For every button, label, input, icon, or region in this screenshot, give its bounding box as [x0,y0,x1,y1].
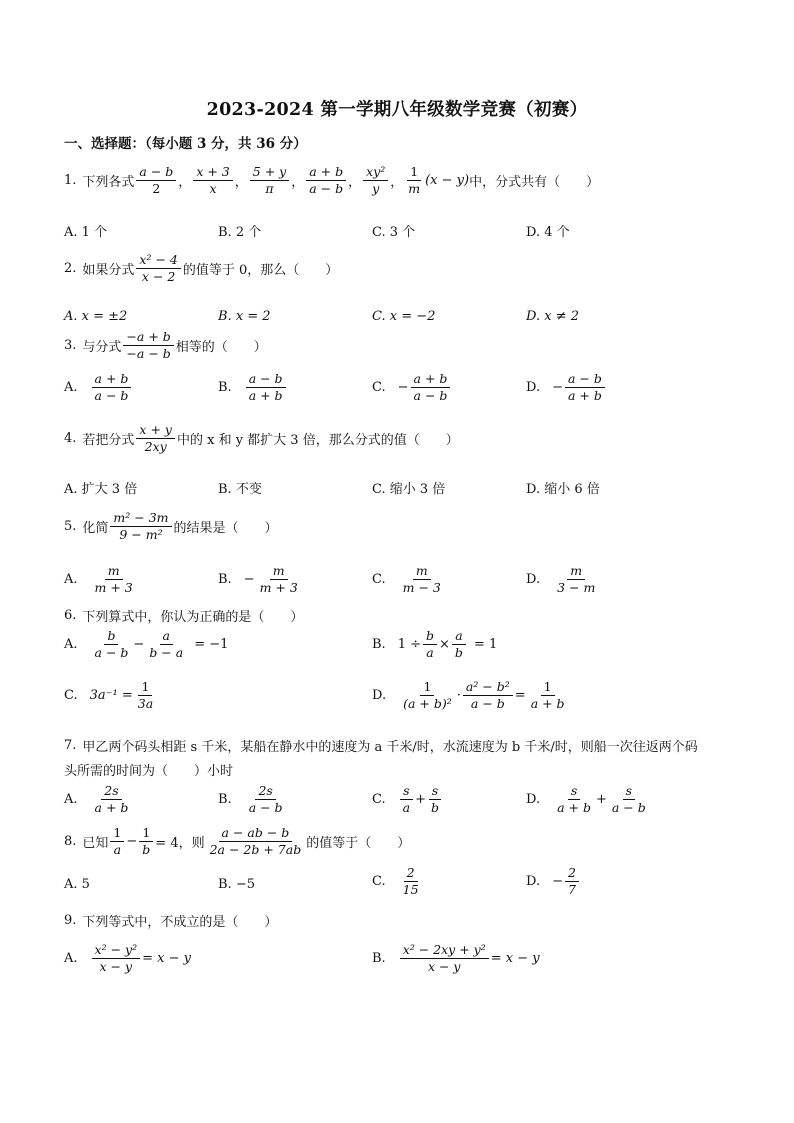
question-text: 的值等于（ ） [306,836,411,852]
denominator: x [209,181,217,197]
denominator: 7 [568,882,576,898]
denominator: a − b [309,181,344,197]
fraction [135,680,156,712]
fraction [363,165,388,197]
denominator: −a − b [126,346,171,362]
question-text: 与分式 [82,340,122,356]
math-token: + [595,792,607,808]
math-token: = x − y [142,951,191,967]
numerator: a [160,629,173,645]
denominator: 3a [137,696,154,712]
denominator: a + b [557,800,591,816]
denominator: x − y [427,959,461,975]
question-text: 中，分式共有（ ） [469,175,600,191]
question-8 [64,826,410,858]
denominator: b [430,800,439,816]
denominator: m − 3 [402,580,441,596]
math-token: − [243,572,255,588]
option-b [218,564,303,596]
option-d [372,680,570,712]
math-token: D. [526,792,541,808]
denominator: b [454,645,463,661]
math-token: B. [372,951,386,967]
denominator: m + 3 [259,580,298,596]
numerator: m [270,564,288,580]
math-token: B. [218,572,232,588]
fraction [92,784,132,816]
fraction [136,423,175,455]
option-b [372,629,497,661]
fraction [246,784,286,816]
question-number: 3. [64,338,77,354]
question-3 [64,330,267,362]
option-d [526,784,651,816]
option-b [218,372,288,404]
numerator: x² − y² [92,943,141,959]
numerator: x² − 2xy + y² [400,943,489,959]
fraction [306,165,346,197]
option-a [64,629,228,661]
question-text: 甲乙两个码头相距 s 千米，某船在静水中的速度为 a 千米/时，水流速度为 b 千米/时，则船一次往返两个码 [82,740,698,755]
denominator: m + 3 [94,580,133,596]
option-c [64,680,158,712]
fraction [257,564,301,596]
math-token: D. [526,572,541,588]
math-token: − [552,874,563,890]
fraction [463,680,513,712]
option-d: D. 4 个 [526,225,570,240]
math-token: A. [64,792,78,808]
option-b: B. 2 个 [218,225,262,240]
denominator: 9 − m² [119,527,163,543]
numerator: xy² [363,165,388,181]
math-expression: (x − y) [425,173,470,189]
denominator: b [142,842,151,858]
numerator: a [452,629,465,645]
denominator: a − b [611,800,646,816]
numerator: m [105,564,123,580]
math-token: C. [372,874,386,890]
option-a: A. 1 个 [64,225,108,240]
fraction [136,165,176,197]
option-c: C. 3 个 [372,225,416,240]
math-token: − [126,834,138,850]
fraction [405,165,423,197]
question-text: 已知 [82,836,109,852]
question-number: 4. [64,431,77,447]
question-number: 6. [64,608,77,623]
fraction [400,866,422,898]
fraction [565,372,605,404]
math-token: 3a⁻¹ = [89,688,133,704]
numerator: a² − b² [463,680,513,696]
question-text: 化简 [82,521,109,537]
math-token: + [415,792,426,808]
question-text: 中的 x 和 y 都扩大 3 倍，那么分式的值（ ） [176,433,459,449]
denominator: π [265,181,274,197]
denominator: a + b [94,800,129,816]
option-a [64,372,133,404]
question-text: 下列等式中，不成立的是（ ） [82,915,278,930]
denominator: a − b [248,800,283,816]
numerator: s [400,784,412,800]
numerator: x² − 4 [136,253,180,269]
question-text: = 4，则 [155,836,205,852]
numerator: 1 [138,680,152,696]
denominator: a + b [568,388,602,404]
math-token: C. [372,380,386,396]
option-d [526,372,607,404]
question-number: 7. [64,738,77,753]
numerator: a − b [246,372,286,388]
option-c [372,372,452,404]
math-token: C. [372,572,386,588]
denominator: y [372,181,380,197]
question-4 [64,423,459,455]
fraction [207,826,305,858]
option-a: A. 5 [64,877,90,892]
question-9 [64,911,277,930]
numerator: x + 3 [193,165,232,181]
numerator: b [104,629,118,645]
fraction [554,564,598,596]
option-c: C. 缩小 3 倍 [372,482,446,497]
denominator: a − b [413,388,448,404]
math-token: · [456,688,461,704]
fraction [400,680,455,712]
option-b: B. x = 2 [218,309,271,324]
option-a [64,564,138,596]
denominator: 3 − m [557,580,596,596]
numerator: s [568,784,580,800]
question-5 [64,511,278,543]
math-token: B. [372,637,386,653]
math-token: A. [64,572,78,588]
option-d: D. x ≠ 2 [526,309,579,324]
math-token: 1 ÷ [397,637,421,653]
fraction [528,680,568,712]
fraction [428,784,442,816]
numerator: m [413,564,431,580]
math-token: A. [64,380,78,396]
denominator: a + b [530,696,565,712]
fraction [246,372,286,404]
question-6 [64,606,303,625]
denominator: a − b [470,696,505,712]
question-number: 8. [64,834,77,850]
question-number: 5. [64,519,77,535]
option-c: C. x = −2 [372,309,436,324]
numerator: 1 [139,826,153,842]
numerator: m [567,564,585,580]
math-token: − [133,637,145,653]
math-token: − [397,380,409,396]
fraction [110,826,124,858]
math-token: × [439,637,450,653]
fraction [110,511,171,543]
denominator: a − b [94,645,129,661]
denominator: b − a [149,645,184,661]
denominator: (a + b)² [403,696,452,712]
math-token: A. [64,951,78,967]
denominator: x − y [99,959,133,975]
option-b [218,784,288,816]
denominator: a − b [94,388,129,404]
numerator: 2s [101,784,121,800]
option-a [64,943,191,975]
math-token: A. [64,637,78,653]
denominator: a [402,800,411,816]
option-b: B. −5 [218,877,255,892]
numerator: b [423,629,437,645]
fraction [92,629,132,661]
question-number: 2. [64,261,77,277]
question-7 [64,736,698,755]
option-c [372,866,424,898]
numerator: 2 [404,866,418,882]
question-7-line-2 [64,760,233,779]
numerator: 2 [565,866,579,882]
numerator: a − b [565,372,605,388]
fraction [423,629,437,661]
option-a: A. x = ±2 [64,309,128,324]
numerator: 2s [255,784,275,800]
math-token: D. [372,688,387,704]
question-text: 头所需的时间为（ ）小时 [64,764,234,779]
fraction [136,253,180,285]
page-title: 2023-2024 第一学期八年级数学竞赛（初赛） [206,100,588,120]
math-token: − [552,380,563,396]
numerator: m² − 3m [110,511,171,527]
math-token: = [514,688,526,704]
numerator: −a + b [123,330,173,346]
math-token: = x − y [490,951,540,967]
numerator: a + b [306,165,346,181]
math-token: = −1 [194,637,229,653]
fraction [193,165,232,197]
numerator: a + b [92,372,132,388]
option-d [526,564,600,596]
option-d [526,866,581,898]
fraction [452,629,466,661]
numerator: a − b [136,165,176,181]
math-token: B. [218,380,232,396]
denominator: a [113,842,122,858]
fraction [609,784,649,816]
option-a: A. 扩大 3 倍 [64,482,138,497]
option-d: D. 缩小 6 倍 [526,482,600,497]
numerator: 1 [407,165,421,181]
math-token: C. [64,688,78,704]
question-text: 下列算式中，你认为正确的是（ ） [82,610,304,625]
option-c [372,564,446,596]
numerator: a + b [411,372,451,388]
denominator: m [408,181,421,197]
denominator: 2a − 2b + 7ab [209,842,302,858]
math-token: B. [218,792,232,808]
fraction [400,943,489,975]
option-c [372,784,444,816]
question-text: 相等的（ ） [175,340,267,356]
fraction [92,564,136,596]
denominator: 15 [402,882,419,898]
question-text: 如果分式 [82,263,135,279]
question-2 [64,253,338,285]
question-text: 若把分式 [82,433,135,449]
fraction [92,943,141,975]
fraction [123,330,173,362]
question-number: 9. [64,913,77,928]
math-token: = 1 [473,637,498,653]
fraction [92,372,132,404]
numerator: 1 [110,826,124,842]
numerator: s [429,784,441,800]
denominator: a [426,645,434,661]
math-token: D. [526,380,541,396]
question-text: 的结果是（ ） [173,521,278,537]
fraction [146,629,186,661]
denominator: x − 2 [141,269,176,285]
numerator: 5 + y [250,165,289,181]
option-a [64,784,133,816]
numerator: x + y [136,423,175,439]
fraction [554,784,594,816]
numerator: a − ab − b [219,826,293,842]
section-heading: 一、选择题：（每小题 3 分，共 36 分） [64,136,307,152]
fraction [565,866,579,898]
option-b: B. 不变 [218,482,262,497]
question-text: 下列各式 [82,175,135,191]
question-number: 1. [64,173,77,189]
fraction [139,826,153,858]
denominator: a + b [248,388,283,404]
math-token: D. [526,874,541,890]
question-text: 的值等于 0，那么（ ） [182,263,339,279]
numerator: 1 [541,680,555,696]
numerator: s [623,784,635,800]
denominator: 2xy [144,439,167,455]
numerator: 1 [420,680,434,696]
fraction [411,372,451,404]
fraction [250,165,289,197]
fraction [400,564,444,596]
option-b [372,943,540,975]
fraction [400,784,413,816]
math-token: C. [372,792,386,808]
denominator: 2 [152,181,161,197]
question-1: 1. 下列各式 $\frac{a - b}{2}$ ， $\frac{x + 3}{x}$ ， $\frac{5 + y}{\pi}$ ， $\frac{a + b}{a - b}$ ， $\frac{\text{xy²}}{y}$ ， $\frac{1}{m}$ (x − y) 中，分式共有（ ） [64,164,600,197]
